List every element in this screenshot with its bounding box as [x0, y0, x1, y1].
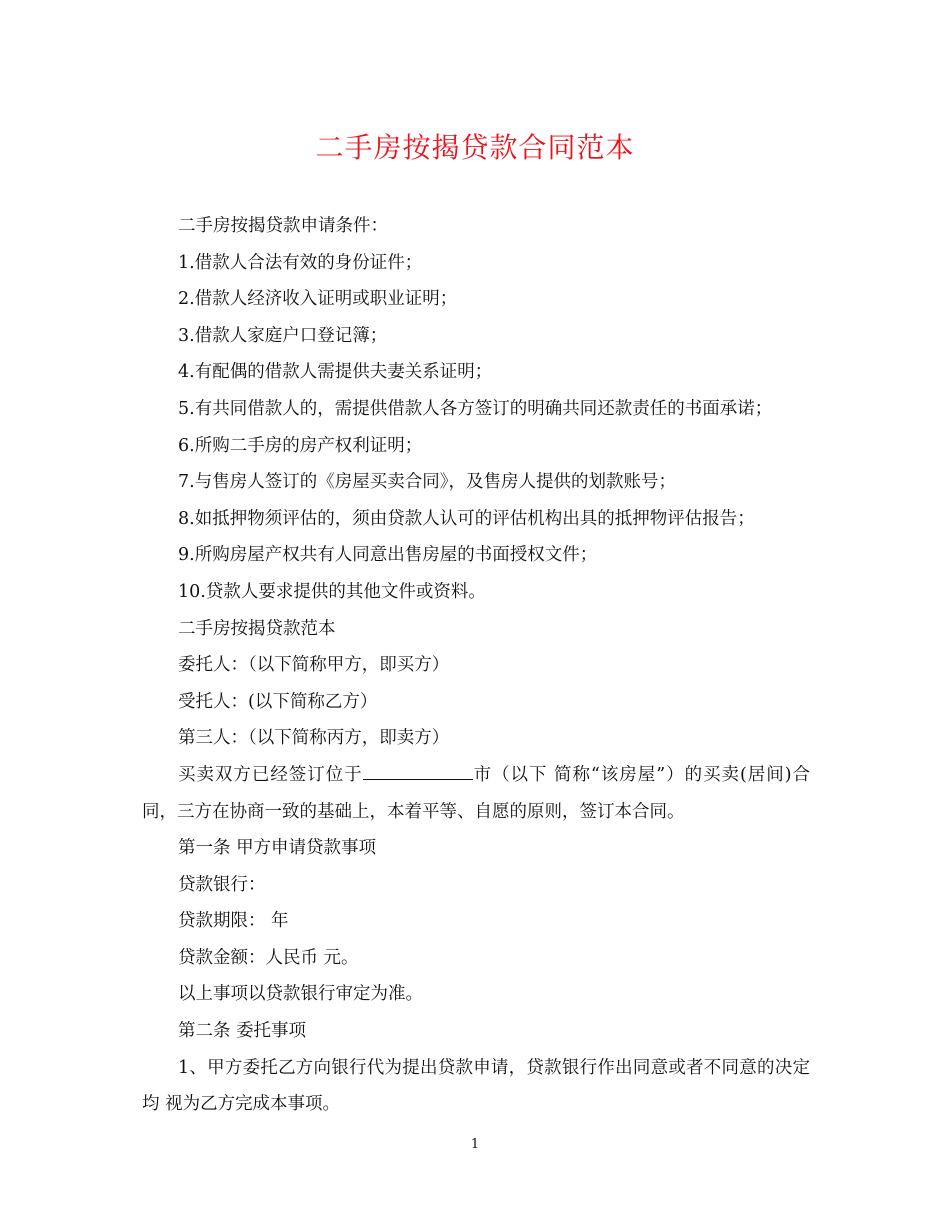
- loan-bank-line: 贷款银行：: [178, 874, 266, 895]
- condition-8: 8.如抵押物须评估的，须由贷款人认可的评估机构出具的抵押物评估报告；: [178, 508, 755, 529]
- party-c-line: 第三人：（以下简称丙方，即卖方）: [178, 728, 450, 749]
- condition-7: 7.与售房人签订的《房屋买卖合同》，及售房人提供的划款账号；: [178, 472, 676, 493]
- approval-note-line: 以上事项以贷款银行审定为准。: [178, 984, 423, 1005]
- condition-2: 2.借款人经济收入证明或职业证明；: [178, 289, 458, 310]
- conditions-heading: 二手房按揭贷款申请条件：: [178, 216, 388, 236]
- loan-amount-line: 贷款金额：人民币 元。: [178, 947, 359, 968]
- party-a-line: 委托人：（以下简称甲方，即买方）: [178, 655, 450, 676]
- party-b-line: 受托人：(以下简称乙方）: [178, 691, 378, 712]
- condition-6: 6.所购二手房的房产权利证明；: [178, 435, 423, 456]
- entrust-item-1: 1、甲方委托乙方向银行代为提出贷款申请，贷款银行作出同意或者不同意的决定均 视为乙方完成本事项。: [142, 1057, 810, 1115]
- condition-10: 10.贷款人要求提供的其他文件或资料。: [178, 581, 486, 602]
- document-title: 二手房按揭贷款合同范本: [315, 131, 635, 164]
- condition-3: 3.借款人家庭户口登记簿；: [178, 325, 388, 346]
- condition-1: 1.借款人合法有效的身份证件；: [178, 252, 423, 273]
- intro-paragraph: [142, 757, 810, 830]
- intro-text-part2: 市（以下 简称“该房屋”）的买卖(居间)合同，三方在协商一致的基础上，本着平等、自愿的原则，签订本合同。: [142, 764, 811, 822]
- document-body: [142, 208, 810, 1123]
- address-blank-line: [363, 761, 473, 780]
- condition-5: 5.有共同借款人的，需提供借款人各方签订的明确共同还款责任的书面承诺；: [178, 398, 773, 419]
- article-1-heading: 第一条 甲方申请贷款事项: [178, 838, 377, 859]
- loan-term-line: 贷款期限： 年: [178, 911, 289, 932]
- article-2-heading: 第二条 委托事项: [178, 1021, 307, 1042]
- intro-text-part1: 买卖双方已经签订位于: [178, 764, 363, 785]
- template-heading: 二手房按揭贷款范本: [178, 618, 336, 639]
- page-number: 1: [470, 1137, 480, 1152]
- condition-4: 4.有配偶的借款人需提供夫妻关系证明；: [178, 362, 493, 383]
- condition-9: 9.所购房屋产权共有人同意出售房屋的书面授权文件；: [178, 545, 598, 566]
